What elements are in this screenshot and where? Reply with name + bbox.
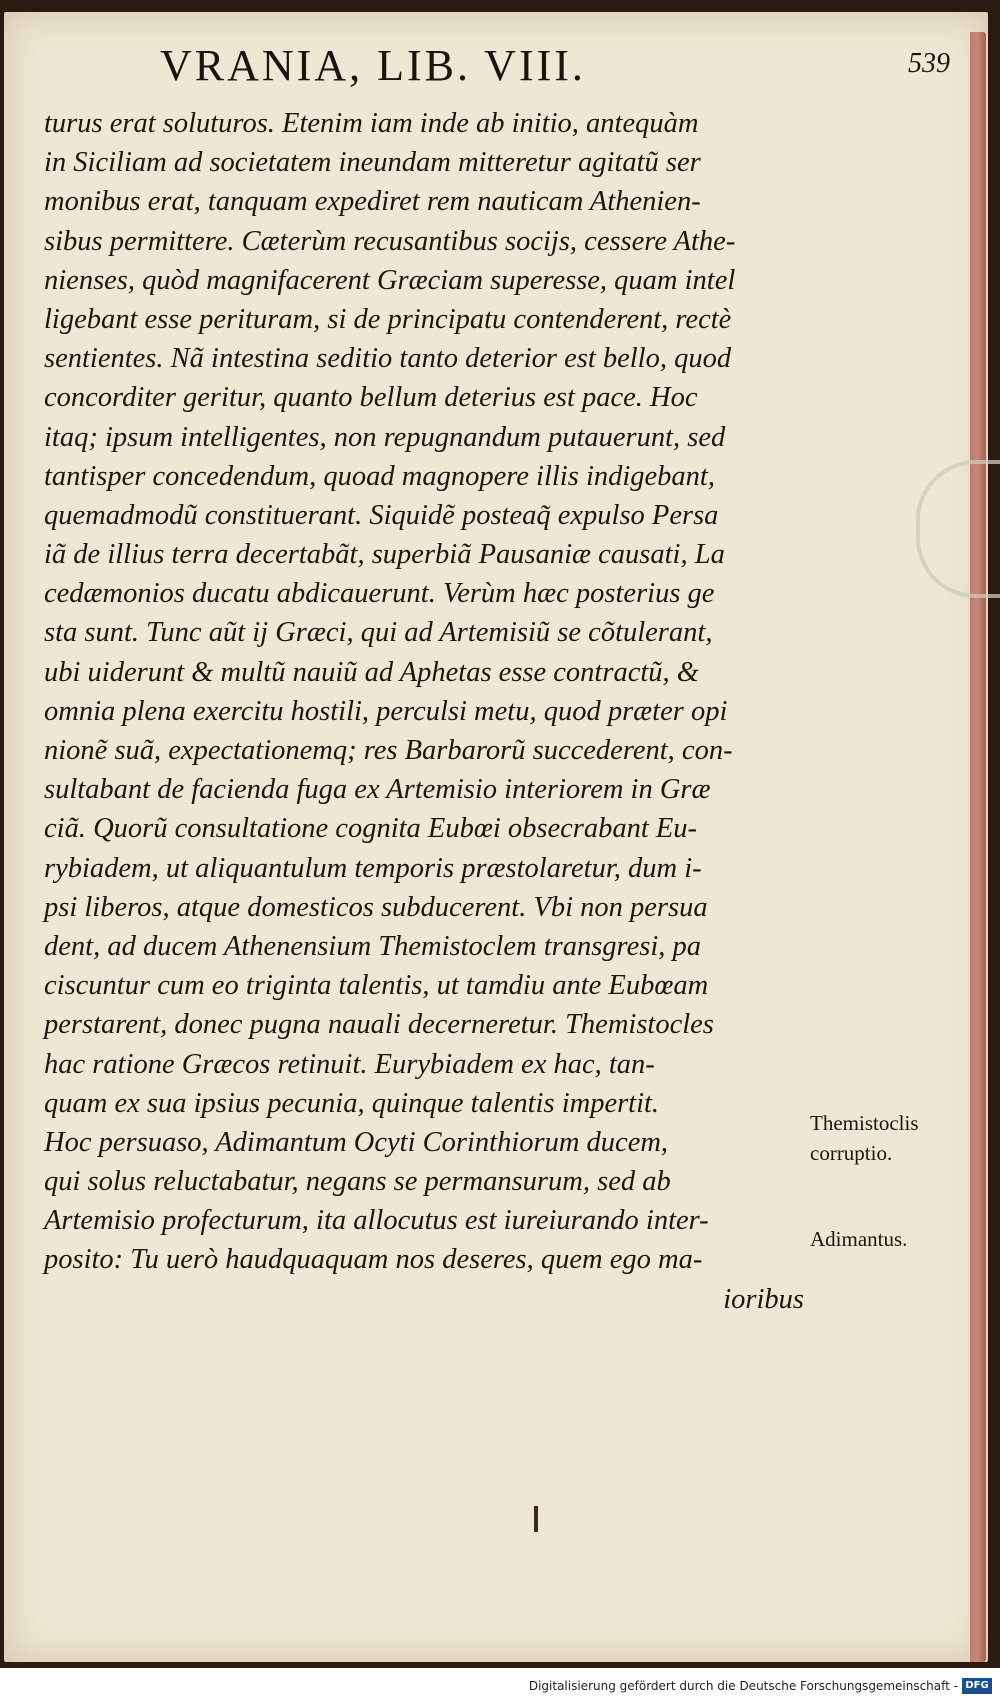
text-line: sta sunt. Tunc aũt ij Græci, qui ad Artemisiũ se cõtulerant,	[44, 617, 713, 649]
text-line: sultabant de facienda fuga ex Artemisio interiorem in Græ	[44, 774, 711, 806]
body-text	[44, 104, 804, 1319]
text-line: ciscuntur cum eo triginta talentis, ut tamdiu ante Eubœam	[44, 970, 709, 1002]
text-line: itaq; ipsum intelligentes, non repugnandum putauerunt, sed	[44, 421, 726, 453]
text-line: sentientes. Nã intestina seditio tanto deterior est bello, quod	[44, 343, 732, 375]
text-line: ligebant esse perituram, si de principatu contenderent, rectè	[44, 303, 732, 335]
margin-note: Themistoclis corruptio.	[810, 1111, 919, 1165]
dfg-logo: DFG	[962, 1678, 992, 1694]
text-line: quemadmodũ constituerant. Siquidẽ posteaq̃ expulso Persa	[44, 499, 719, 531]
text-line: qui solus reluctabatur, negans se permansurum, sed ab	[44, 1166, 671, 1198]
text-line: monibus erat, tanquam expediret rem nauticam Athenien-	[44, 186, 701, 218]
text-line: sibus permittere. Cæterùm recusantibus socijs, cessere Athe-	[44, 225, 736, 257]
page-header	[160, 40, 950, 100]
text-line: Artemisio profecturum, ita allocutus est iureiurando inter-	[44, 1205, 709, 1237]
printer-mark	[534, 1506, 538, 1532]
text-line: hac ratione Græcos retinuit. Eurybiadem ex hac, tan-	[44, 1048, 655, 1080]
text-line: in Siciliam ad societatem ineundam mitteretur agitatũ ser	[44, 147, 701, 179]
text-line: rybiadem, ut aliquantulum temporis præstolaretur, dum i-	[44, 852, 702, 884]
text-line: turus erat soluturos. Etenim iam inde ab initio, antequàm	[44, 108, 699, 139]
text-line: nienses, quòd magnifacerent Græciam superesse, quam intel	[44, 264, 736, 296]
margin-note: Adimantus.	[810, 1227, 908, 1251]
text-line: ubi uiderunt & multũ nauiũ ad Aphetas esse contractũ, &	[44, 656, 699, 688]
text-line: iã de illius terra decertabãt, superbiã Pausaniæ causati, La	[44, 539, 725, 571]
text-line: posito: Tu uerò haudquaquam nos deseres, quem ego ma-	[44, 1244, 703, 1276]
text-line: tantisper concedendum, quoad magnopere illis indigebant,	[44, 460, 715, 492]
text-line: concorditer geritur, quanto bellum deterius est pace. Hoc	[44, 382, 698, 414]
text-line: psi liberos, atque domesticos subducerent. Vbi non persua	[44, 891, 708, 923]
catchword: ioribus	[723, 1283, 804, 1315]
text-line: perstarent, donec pugna nauali decerneretur. Themistocles	[44, 1009, 714, 1041]
footer-bar	[0, 1668, 1000, 1705]
footer-credit: Digitalisierung gefördert durch die Deutsche Forschungsgemeinschaft -	[528, 1679, 958, 1693]
text-line: omnia plena exercitu hostili, perculsi metu, quod præter opi	[44, 695, 728, 727]
text-line: quam ex sua ipsius pecunia, quinque talentis impertit.	[44, 1087, 660, 1119]
text-line: nionẽ suã, expectationemq; res Barbarorũ succederent, con-	[44, 735, 733, 766]
text-line: cedæmonios ducatu abdicauerunt. Verùm hæc posterius ge	[44, 578, 715, 610]
page-number: 539	[908, 48, 950, 79]
text-line: Hoc persuaso, Adimantum Ocyti Corinthiorum ducem,	[44, 1126, 669, 1158]
page-edge	[970, 32, 986, 1662]
text-line: dent, ad ducem Athenensium Themistoclem transgresi, pa	[44, 930, 702, 962]
running-title: VRANIA, LIB. VIII.	[160, 41, 586, 90]
text-line: ciã. Quorũ consultatione cognita Eubœi obsecrabant Eu-	[44, 813, 698, 845]
